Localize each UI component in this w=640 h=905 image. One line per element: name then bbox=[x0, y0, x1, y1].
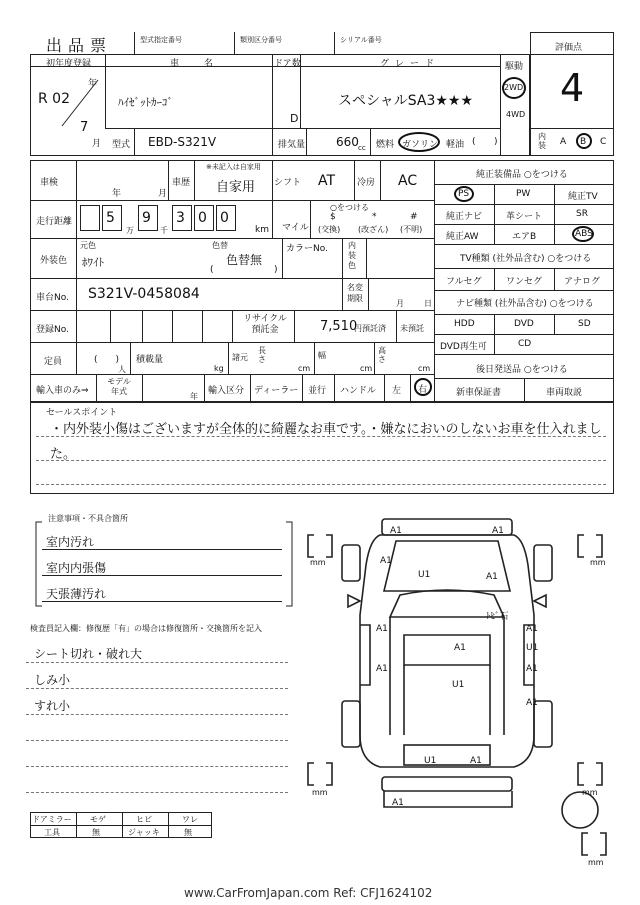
svg-text:mm: mm bbox=[582, 788, 598, 797]
first-reg-month: 7 bbox=[80, 120, 89, 135]
equipment-title: 純正装備品 ○をつける bbox=[476, 170, 568, 180]
recycle-label: リサイクル預託金 bbox=[243, 314, 287, 335]
import-label: 輸入車のみ⇒ bbox=[36, 386, 89, 396]
score-value: 4 bbox=[560, 66, 585, 110]
disp-value: 660 bbox=[336, 135, 359, 149]
svg-text:ﾄﾋﾞ石: ﾄﾋﾞ石 bbox=[486, 612, 509, 622]
interior-color-label: 内装色 bbox=[348, 241, 356, 270]
svg-text:mm: mm bbox=[312, 788, 328, 797]
sales-line1: ・内外装小傷はございますが全体的に綺麗なお車です。・嫌なにおいのしないお車を仕入れまし bbox=[50, 422, 602, 437]
aircon-label: 冷房 bbox=[357, 178, 376, 188]
score-label: 評価点 bbox=[555, 43, 583, 53]
svg-text:U1: U1 bbox=[452, 680, 465, 690]
disp-label: 排気量 bbox=[278, 140, 306, 150]
doors-label: ドア数 bbox=[274, 59, 301, 69]
car-diagram bbox=[300, 505, 620, 870]
mileage-label: 走行距離 bbox=[36, 217, 73, 227]
grade-label: グレード bbox=[380, 59, 441, 69]
handle-right: 右 bbox=[418, 385, 428, 395]
model-value: EBD-S321V bbox=[148, 135, 217, 149]
svg-text:A1: A1 bbox=[526, 664, 538, 674]
svg-text:U1: U1 bbox=[526, 643, 539, 653]
katashiki-label: 型式指定番号 bbox=[140, 36, 182, 44]
note-2: 室内内張傷 bbox=[46, 561, 107, 575]
interior-label: 内装 bbox=[538, 132, 546, 150]
capacity-label: 定員 bbox=[44, 357, 63, 367]
fuel-label: 燃料 bbox=[376, 140, 395, 150]
color-label: 外装色 bbox=[40, 256, 68, 266]
drive-4wd: 4WD bbox=[506, 110, 526, 119]
doors-value: D bbox=[290, 112, 299, 125]
chassis-value: S321V-0458084 bbox=[88, 286, 200, 302]
svg-text:A1: A1 bbox=[376, 664, 388, 674]
shift-label: シフト bbox=[274, 178, 302, 188]
drive-label: 駆動 bbox=[505, 62, 524, 72]
svg-text:A1: A1 bbox=[392, 798, 404, 808]
chassis-label: 車台No. bbox=[36, 293, 69, 303]
note-3: 天張薄汚れ bbox=[46, 587, 107, 601]
svg-text:A1: A1 bbox=[470, 756, 482, 766]
car-name: ﾊｲｾﾞｯﾄｶｰｺﾞ bbox=[118, 96, 173, 109]
equip-abs: ABS bbox=[575, 229, 593, 239]
svg-text:A1: A1 bbox=[526, 698, 538, 708]
drive-2wd: 2WD bbox=[504, 83, 524, 92]
mile-label: マイル bbox=[282, 223, 309, 233]
history-value: 自家用 bbox=[216, 180, 256, 195]
sales-label: セールスポイント bbox=[46, 408, 118, 418]
repaint-value: 色替無 bbox=[226, 253, 263, 267]
reg-no-label: 登録No. bbox=[36, 325, 69, 335]
history-label: 車歴 bbox=[172, 178, 191, 188]
ruibetsu-label: 類別区分番号 bbox=[240, 36, 282, 44]
footer-ref: www.CarFromJapan.com Ref: CFJ1624102 bbox=[184, 886, 433, 900]
svg-text:U1: U1 bbox=[424, 756, 437, 766]
grade-value: スペシャルSA3★★★ bbox=[338, 93, 474, 109]
svg-text:U1: U1 bbox=[418, 570, 431, 580]
equip-ps: PS bbox=[458, 189, 470, 199]
recycle-value: 7,510 bbox=[320, 319, 358, 334]
first-reg-label: 初年度登録 bbox=[46, 59, 92, 69]
svg-text:A1: A1 bbox=[454, 643, 466, 653]
form-title: 出品票 bbox=[46, 36, 113, 55]
sales-line2: た。 bbox=[50, 447, 77, 462]
inspector-1: シート切れ・破れ大 bbox=[34, 647, 143, 661]
svg-text:mm: mm bbox=[310, 558, 326, 567]
inspector-2: しみ小 bbox=[34, 673, 71, 687]
model-label: 型式 bbox=[112, 140, 131, 150]
svg-text:A1: A1 bbox=[376, 624, 388, 634]
note-1: 室内汚れ bbox=[46, 535, 95, 549]
shaken-label: 車検 bbox=[40, 178, 59, 188]
svg-text:A1: A1 bbox=[390, 526, 402, 536]
serial-label: シリアル番号 bbox=[340, 36, 382, 44]
inspector-3: すれ小 bbox=[34, 699, 71, 713]
car-name-label: 車 名 bbox=[170, 59, 222, 69]
aircon-value: AC bbox=[398, 173, 418, 189]
sales-point-box bbox=[30, 402, 614, 494]
first-reg-era: R 02 bbox=[38, 91, 70, 107]
color-no-label: カラーNo. bbox=[286, 244, 328, 254]
inspector-label: 検査員記入欄：修復歴「有」の場合は修復箇所・交換箇所を記入 bbox=[30, 624, 262, 633]
shift-value: AT bbox=[318, 173, 336, 189]
meigi-label: 名変期限 bbox=[347, 283, 363, 303]
fuel-value: ガソリン bbox=[402, 140, 439, 150]
svg-text:mm: mm bbox=[588, 858, 604, 867]
color-value: ﾎﾜｲﾄ bbox=[82, 256, 104, 269]
svg-text:A1: A1 bbox=[380, 556, 392, 566]
svg-text:A1: A1 bbox=[486, 572, 498, 582]
notes-label: 注意事項・不具合箇所 bbox=[48, 514, 128, 523]
svg-text:A1: A1 bbox=[492, 526, 504, 536]
svg-text:mm: mm bbox=[590, 558, 606, 567]
svg-text:A1: A1 bbox=[526, 624, 538, 634]
